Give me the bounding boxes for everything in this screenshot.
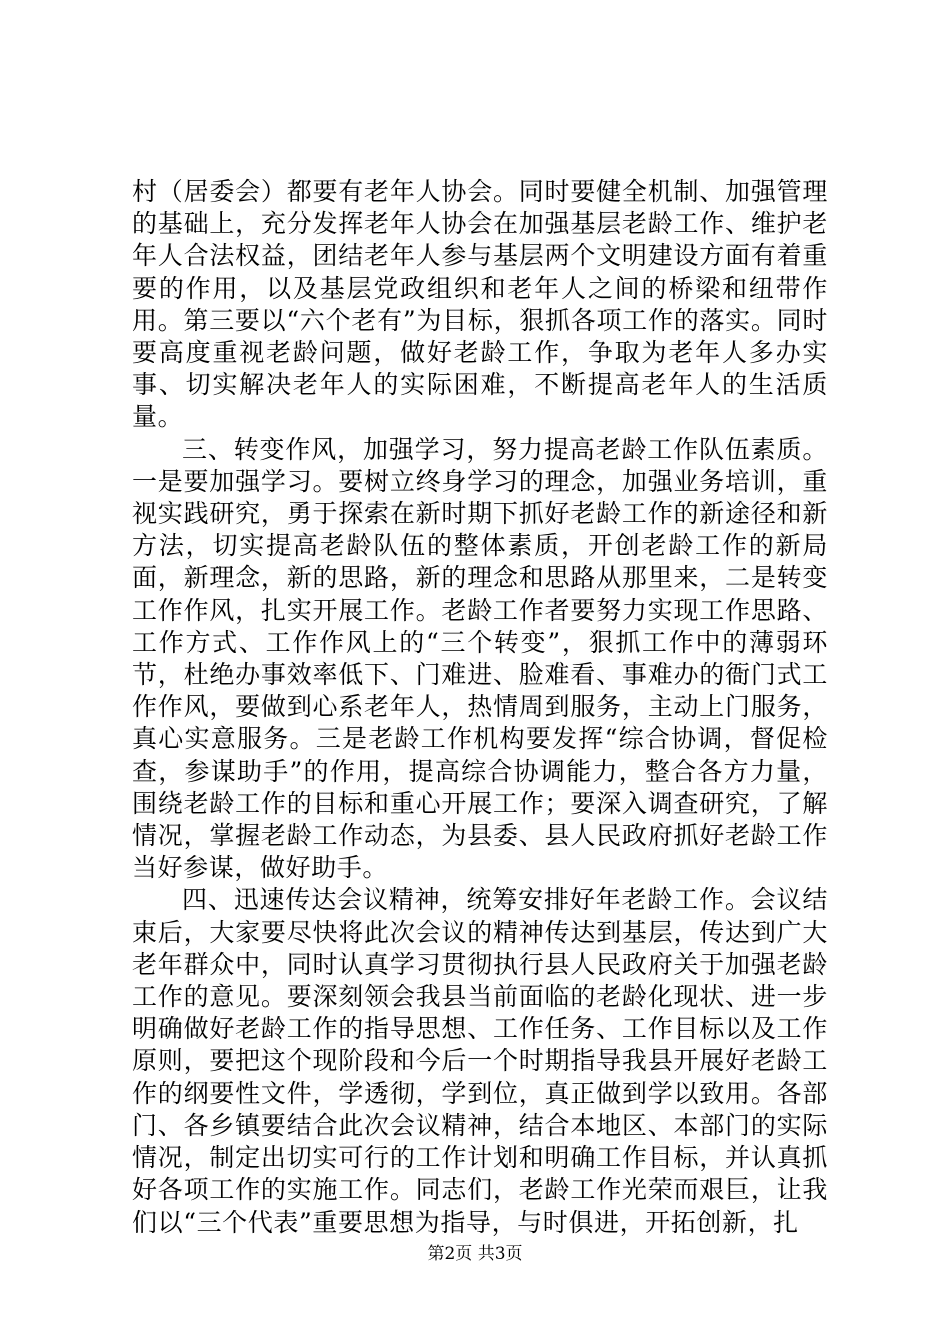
paragraph-section-three: 三、转变作风，加强学习，努力提高老龄工作队伍素质。一是要加强学习。要树立终身学习的理念，加强业务培训，重视实践研究，勇于探索在新时期下抓好老龄工作的新途径和新方法，切实提高老龄队伍的整体素质，开创老龄工作的新局面，新理念，新的思路，新的理念和思路从那里来，二是转变工作作风，扎实开展工作。老龄工作者要努力实现工作思路、工作方式、工作作风上的“三个转变”，狠抓工作中的薄弱环节，杜绝办事效率低下、门难进、脸难看、事难办的衙门式工作作风，要做到心系老年人，热情周到服务，主动上门服务，真心实意服务。三是老龄工作机构要发挥“综合协调，督促检查，参谋助手”的作用，提高综合协调能力，整合各方力量，围绕老龄工作的目标和重心开展工作；要深入调查研究，了解情况，掌握老龄工作动态，为县委、县人民政府抓好老龄工作当好参谋，做好助手。: [132, 434, 828, 883]
paragraph-continuation: 村（居委会）都要有老年人协会。同时要健全机制、加强管理的基础上，充分发挥老年人协会在加强基层老龄工作、维护老年人合法权益，团结老年人参与基层两个文明建设方面有着重要的作用，以及基层党政组织和老年人之间的桥梁和纽带作用。第三要以“六个老有”为目标，狠抓各项工作的落实。同时要高度重视老龄问题，做好老龄工作，争取为老年人多办实事、切实解决老年人的实际困难，不断提高老年人的生活质量。: [132, 177, 828, 432]
document-body: [132, 176, 828, 1239]
paragraph-section-four: 四、迅速传达会议精神，统筹安排好年老龄工作。会议结束后，大家要尽快将此次会议的精神传达到基层，传达到广大老年群众中，同时认真学习贯彻执行县人民政府关于加强老龄工作的意见。要深刻领会我县当前面临的老龄化现状、进一步明确做好老龄工作的指导思想、工作任务、工作目标以及工作原则，要把这个现阶段和今后一个时期指导我县开展好老龄工作的纲要性文件，学透彻，学到位，真正做到学以致用。各部门、各乡镇要结合此次会议精神，结合本地区、本部门的实际情况，制定出切实可行的工作计划和明确工作目标，并认真抓好各项工作的实施工作。同志们，老龄工作光荣而艰巨，让我们以“三个代表”重要思想为指导，与时俱进，开拓创新，扎: [132, 885, 828, 1237]
page-number-footer: 第2页 共3页: [427, 1244, 523, 1264]
